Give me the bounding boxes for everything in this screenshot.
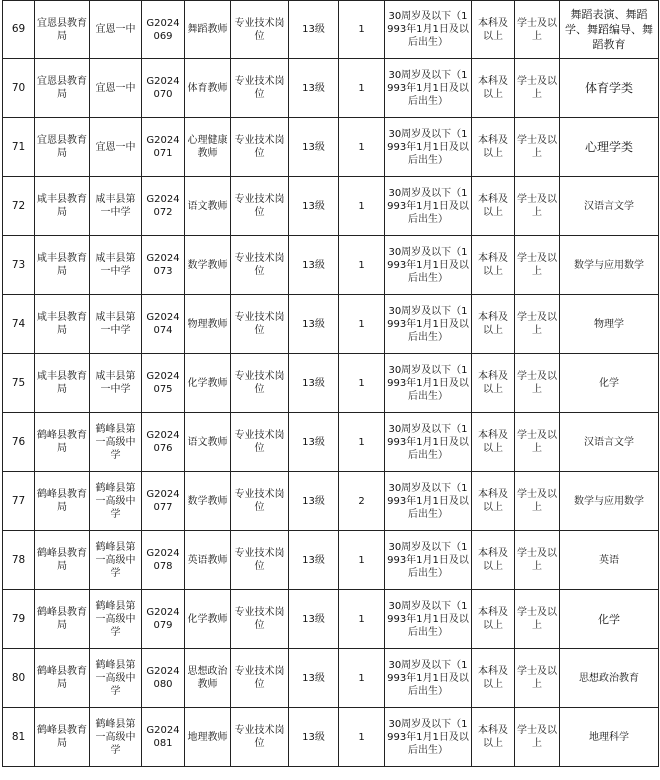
table-row	[3, 236, 659, 295]
cell-education: 本科及以上	[472, 59, 515, 118]
cell-education: 本科及以上	[472, 649, 515, 708]
cell-education: 本科及以上	[472, 590, 515, 649]
table-row	[3, 531, 659, 590]
cell-education: 本科及以上	[472, 413, 515, 472]
table-row	[3, 590, 659, 649]
cell-post-grade: 13级	[289, 708, 339, 767]
cell-post-type: 专业技术岗位	[231, 59, 289, 118]
cell-department: 宜恩县教育局	[35, 1, 90, 59]
cell-post-grade: 13级	[289, 590, 339, 649]
cell-department: 鹤峰县教育局	[35, 472, 90, 531]
table-row	[3, 413, 659, 472]
table-row	[3, 295, 659, 354]
cell-serial-number: 73	[3, 236, 35, 295]
cell-age-requirement: 30周岁及以下（1993年1月1日及以后出生）	[385, 649, 472, 708]
cell-school: 咸丰县第一中学	[90, 354, 142, 413]
cell-degree: 学士及以上	[515, 354, 560, 413]
cell-age-requirement: 30周岁及以下（1993年1月1日及以后出生）	[385, 354, 472, 413]
cell-education: 本科及以上	[472, 531, 515, 590]
cell-recruit-count: 1	[339, 295, 385, 354]
cell-school: 咸丰县第一中学	[90, 295, 142, 354]
cell-serial-number: 69	[3, 1, 35, 59]
cell-major: 舞蹈表演、舞蹈学、舞蹈编导、舞蹈教育	[560, 1, 659, 59]
cell-degree: 学士及以上	[515, 649, 560, 708]
cell-post-type: 专业技术岗位	[231, 531, 289, 590]
cell-department: 咸丰县教育局	[35, 236, 90, 295]
cell-major: 英语	[560, 531, 659, 590]
cell-degree: 学士及以上	[515, 236, 560, 295]
cell-post-grade: 13级	[289, 649, 339, 708]
cell-degree: 学士及以上	[515, 590, 560, 649]
cell-recruit-count: 1	[339, 354, 385, 413]
cell-recruit-count: 1	[339, 708, 385, 767]
cell-age-requirement: 30周岁及以下（1993年1月1日及以后出生）	[385, 413, 472, 472]
table-row	[3, 472, 659, 531]
cell-degree: 学士及以上	[515, 413, 560, 472]
recruitment-table	[2, 0, 659, 767]
cell-serial-number: 71	[3, 118, 35, 177]
table-row	[3, 177, 659, 236]
cell-recruit-count: 1	[339, 236, 385, 295]
table-row	[3, 59, 659, 118]
cell-post-name: 数学教师	[185, 472, 231, 531]
cell-school: 宜恩一中	[90, 59, 142, 118]
cell-serial-number: 75	[3, 354, 35, 413]
cell-major: 物理学	[560, 295, 659, 354]
cell-recruit-count: 1	[339, 413, 385, 472]
cell-post-code: G2024070	[142, 59, 185, 118]
cell-post-name: 心理健康教师	[185, 118, 231, 177]
cell-post-type: 专业技术岗位	[231, 708, 289, 767]
cell-age-requirement: 30周岁及以下（1993年1月1日及以后出生）	[385, 531, 472, 590]
cell-post-code: G2024072	[142, 177, 185, 236]
cell-department: 宜恩县教育局	[35, 118, 90, 177]
cell-major: 汉语言文学	[560, 177, 659, 236]
cell-post-code: G2024074	[142, 295, 185, 354]
cell-post-grade: 13级	[289, 118, 339, 177]
cell-post-type: 专业技术岗位	[231, 177, 289, 236]
cell-school: 咸丰县第一中学	[90, 177, 142, 236]
cell-age-requirement: 30周岁及以下（1993年1月1日及以后出生）	[385, 295, 472, 354]
table-row	[3, 1, 659, 59]
cell-post-name: 舞蹈教师	[185, 1, 231, 59]
cell-serial-number: 76	[3, 413, 35, 472]
table-body	[3, 1, 659, 767]
cell-degree: 学士及以上	[515, 708, 560, 767]
cell-age-requirement: 30周岁及以下（1993年1月1日及以后出生）	[385, 708, 472, 767]
cell-post-grade: 13级	[289, 236, 339, 295]
cell-recruit-count: 2	[339, 472, 385, 531]
cell-school: 鹤峰县第一高级中学	[90, 531, 142, 590]
cell-major: 思想政治教育	[560, 649, 659, 708]
cell-age-requirement: 30周岁及以下（1993年1月1日及以后出生）	[385, 472, 472, 531]
cell-post-grade: 13级	[289, 177, 339, 236]
cell-school: 鹤峰县第一高级中学	[90, 708, 142, 767]
cell-post-code: G2024079	[142, 590, 185, 649]
cell-post-name: 语文教师	[185, 177, 231, 236]
cell-post-name: 数学教师	[185, 236, 231, 295]
cell-department: 咸丰县教育局	[35, 295, 90, 354]
cell-post-code: G2024069	[142, 1, 185, 59]
table-row	[3, 354, 659, 413]
cell-major: 心理学类	[560, 118, 659, 177]
cell-serial-number: 72	[3, 177, 35, 236]
cell-education: 本科及以上	[472, 472, 515, 531]
cell-school: 宜恩一中	[90, 1, 142, 59]
cell-post-grade: 13级	[289, 354, 339, 413]
cell-major: 化学	[560, 590, 659, 649]
cell-recruit-count: 1	[339, 1, 385, 59]
cell-post-type: 专业技术岗位	[231, 354, 289, 413]
cell-post-grade: 13级	[289, 472, 339, 531]
cell-degree: 学士及以上	[515, 177, 560, 236]
cell-degree: 学士及以上	[515, 295, 560, 354]
cell-degree: 学士及以上	[515, 531, 560, 590]
cell-department: 宜恩县教育局	[35, 59, 90, 118]
cell-recruit-count: 1	[339, 590, 385, 649]
cell-degree: 学士及以上	[515, 59, 560, 118]
cell-post-type: 专业技术岗位	[231, 295, 289, 354]
cell-post-name: 化学教师	[185, 354, 231, 413]
cell-education: 本科及以上	[472, 236, 515, 295]
table-row	[3, 708, 659, 767]
cell-serial-number: 70	[3, 59, 35, 118]
cell-major: 数学与应用数学	[560, 236, 659, 295]
cell-serial-number: 78	[3, 531, 35, 590]
table-row	[3, 118, 659, 177]
table-row	[3, 649, 659, 708]
cell-age-requirement: 30周岁及以下（1993年1月1日及以后出生）	[385, 118, 472, 177]
cell-department: 鹤峰县教育局	[35, 531, 90, 590]
cell-major: 化学	[560, 354, 659, 413]
cell-department: 鹤峰县教育局	[35, 590, 90, 649]
cell-school: 鹤峰县第一高级中学	[90, 649, 142, 708]
cell-post-name: 体育教师	[185, 59, 231, 118]
cell-post-type: 专业技术岗位	[231, 236, 289, 295]
cell-post-type: 专业技术岗位	[231, 590, 289, 649]
cell-post-name: 地理教师	[185, 708, 231, 767]
cell-major: 汉语言文学	[560, 413, 659, 472]
cell-post-code: G2024078	[142, 531, 185, 590]
cell-school: 鹤峰县第一高级中学	[90, 590, 142, 649]
cell-post-type: 专业技术岗位	[231, 1, 289, 59]
cell-department: 鹤峰县教育局	[35, 708, 90, 767]
cell-post-name: 化学教师	[185, 590, 231, 649]
cell-school: 鹤峰县第一高级中学	[90, 413, 142, 472]
cell-serial-number: 79	[3, 590, 35, 649]
cell-department: 咸丰县教育局	[35, 354, 90, 413]
cell-recruit-count: 1	[339, 531, 385, 590]
cell-serial-number: 80	[3, 649, 35, 708]
cell-post-grade: 13级	[289, 295, 339, 354]
cell-age-requirement: 30周岁及以下（1993年1月1日及以后出生）	[385, 236, 472, 295]
cell-age-requirement: 30周岁及以下（1993年1月1日及以后出生）	[385, 59, 472, 118]
cell-serial-number: 77	[3, 472, 35, 531]
cell-post-name: 物理教师	[185, 295, 231, 354]
cell-major: 数学与应用数学	[560, 472, 659, 531]
cell-department: 咸丰县教育局	[35, 177, 90, 236]
cell-post-type: 专业技术岗位	[231, 118, 289, 177]
cell-education: 本科及以上	[472, 118, 515, 177]
cell-age-requirement: 30周岁及以下（1993年1月1日及以后出生）	[385, 590, 472, 649]
cell-recruit-count: 1	[339, 649, 385, 708]
cell-post-type: 专业技术岗位	[231, 472, 289, 531]
cell-age-requirement: 30周岁及以下（1993年1月1日及以后出生）	[385, 1, 472, 59]
cell-post-type: 专业技术岗位	[231, 649, 289, 708]
cell-major: 地理科学	[560, 708, 659, 767]
cell-department: 鹤峰县教育局	[35, 413, 90, 472]
cell-degree: 学士及以上	[515, 1, 560, 59]
cell-recruit-count: 1	[339, 177, 385, 236]
cell-education: 本科及以上	[472, 354, 515, 413]
cell-post-code: G2024077	[142, 472, 185, 531]
cell-post-code: G2024073	[142, 236, 185, 295]
cell-post-name: 思想政治教师	[185, 649, 231, 708]
cell-post-name: 语文教师	[185, 413, 231, 472]
cell-post-grade: 13级	[289, 531, 339, 590]
cell-recruit-count: 1	[339, 59, 385, 118]
cell-education: 本科及以上	[472, 177, 515, 236]
cell-school: 咸丰县第一中学	[90, 236, 142, 295]
cell-post-code: G2024075	[142, 354, 185, 413]
cell-education: 本科及以上	[472, 708, 515, 767]
cell-post-code: G2024081	[142, 708, 185, 767]
cell-post-grade: 13级	[289, 413, 339, 472]
cell-school: 鹤峰县第一高级中学	[90, 472, 142, 531]
cell-serial-number: 74	[3, 295, 35, 354]
cell-serial-number: 81	[3, 708, 35, 767]
cell-major: 体育学类	[560, 59, 659, 118]
cell-department: 鹤峰县教育局	[35, 649, 90, 708]
cell-post-grade: 13级	[289, 1, 339, 59]
cell-post-name: 英语教师	[185, 531, 231, 590]
cell-school: 宜恩一中	[90, 118, 142, 177]
cell-recruit-count: 1	[339, 118, 385, 177]
cell-post-code: G2024071	[142, 118, 185, 177]
cell-education: 本科及以上	[472, 1, 515, 59]
cell-post-code: G2024076	[142, 413, 185, 472]
cell-age-requirement: 30周岁及以下（1993年1月1日及以后出生）	[385, 177, 472, 236]
cell-degree: 学士及以上	[515, 118, 560, 177]
cell-degree: 学士及以上	[515, 472, 560, 531]
cell-post-type: 专业技术岗位	[231, 413, 289, 472]
cell-post-code: G2024080	[142, 649, 185, 708]
cell-post-grade: 13级	[289, 59, 339, 118]
cell-education: 本科及以上	[472, 295, 515, 354]
